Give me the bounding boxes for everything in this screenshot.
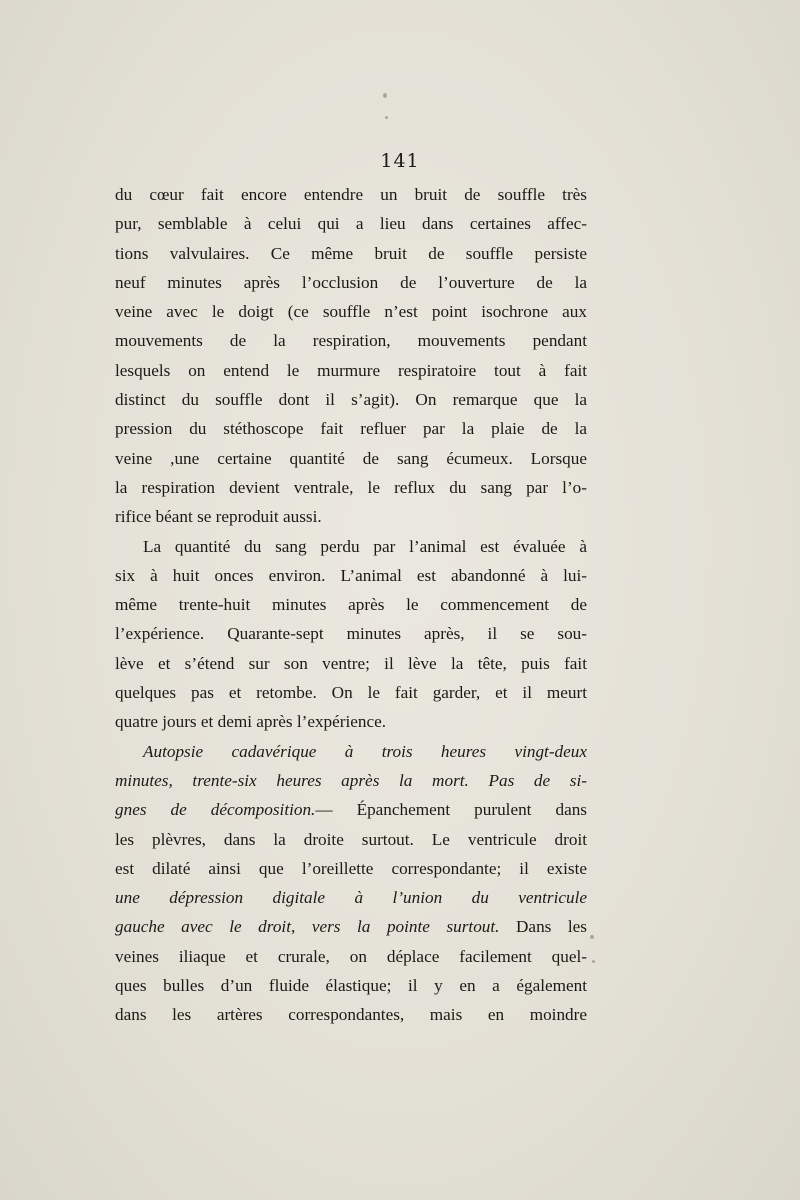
text-line: rifice béant se reproduit aussi. [115, 507, 322, 527]
text-span: vers la pointe surtout. [311, 917, 500, 937]
text-line [115, 795, 587, 824]
ink-speck [590, 935, 594, 939]
text-line: une dépression digitale à l’union du ventricule [115, 888, 587, 908]
text-line: veine avec le doigt (ce souffle n’est point isochrone aux [115, 302, 587, 322]
text-span: — Épanchement purulent dans [315, 800, 587, 820]
text-line: mouvements de la respiration, mouvements pendant [115, 331, 587, 351]
text-line: pur, semblable à celui qui a lieu dans certaines affec- [115, 214, 587, 234]
text-span: gnes de décomposition. [115, 800, 316, 820]
text-line: lesquels on entend le murmure respiratoire tout à fait [115, 360, 587, 380]
text-line: est dilaté ainsi que l’oreillette correspondante; il existe [115, 858, 587, 878]
text-line: les plèvres, dans la droite surtout. Le ventricule droit [115, 829, 587, 849]
text-span: , [290, 917, 312, 937]
text-line: la respiration devient ventrale, le reflux du sang par l’o- [115, 477, 587, 497]
text-line: lève et s’étend sur son ventre; il lève la tête, puis fait [115, 653, 587, 673]
text-line [115, 912, 587, 941]
text-line: veine ,une certaine quantité de sang écumeux. Lorsque [115, 448, 587, 468]
text-line: pression du stéthoscope fait refluer par la plaie de la [115, 419, 587, 439]
text-line: l’expérience. Quarante-sept minutes après, il se sou- [115, 624, 587, 644]
ink-speck [383, 93, 387, 98]
text-line: quatre jours et demi après l’expérience. [115, 712, 387, 732]
text-line: dans les artères correspondantes, mais en moindre [115, 1005, 587, 1025]
text-line: veines iliaque et crurale, on déplace facilement quel- [115, 946, 587, 966]
text-span: gauche avec le droit [115, 917, 291, 937]
text-line: tions valvulaires. Ce même bruit de souffle persiste [115, 243, 587, 263]
body-text [115, 180, 587, 1030]
text-line: six à huit onces environ. L’animal est abandonné à lui- [115, 565, 587, 585]
text-line: neuf minutes après l’occlusion de l’ouverture de la [115, 272, 587, 292]
text-line: ques bulles d’un fluide élastique; il y en a également [115, 976, 587, 996]
text-line: même trente-huit minutes après le commencement de [115, 595, 587, 615]
text-line: distinct du souffle dont il s’agit). On remarque que la [115, 390, 587, 410]
ink-speck [385, 116, 388, 119]
text-line: quelques pas et retombe. On le fait garder, et il meurt [115, 683, 587, 703]
text-span: Dans les [499, 917, 587, 937]
text-line: du cœur fait encore entendre un bruit de souffle très [115, 185, 587, 204]
ink-speck [592, 960, 595, 963]
page-number: 141 [380, 150, 420, 172]
text-line: minutes, trente-six heures après la mort. Pas de si- [115, 770, 587, 790]
text-line: Autopsie cadavérique à trois heures vingt-deux [143, 741, 587, 761]
text-line: La quantité du sang perdu par l’animal est évaluée à [143, 536, 587, 556]
